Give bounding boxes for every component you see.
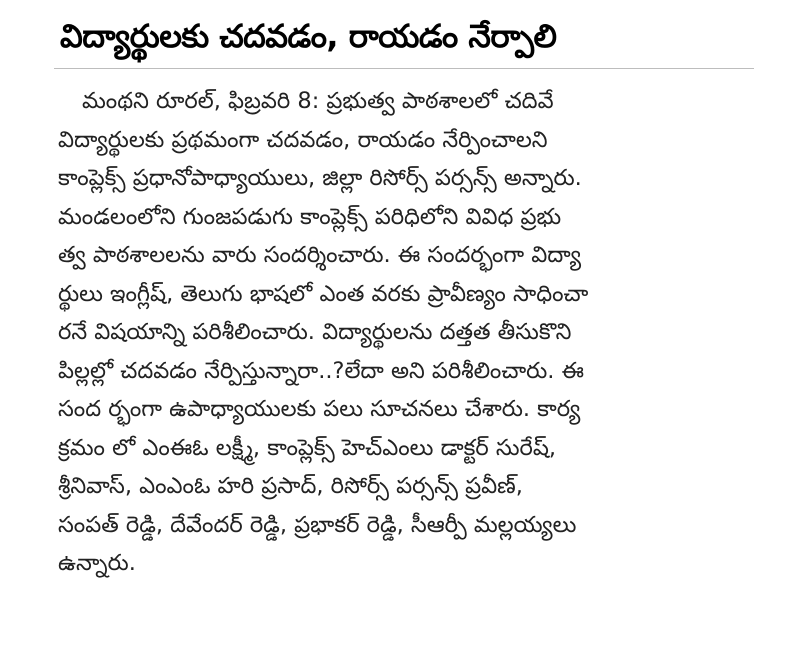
article-line: శ్రీనివాస్‌, ఎంఎంఓ హరి ప్రసాద్‌, రిసోర్స్‌ పర్సన్స్‌ ప్రవీణ్‌, [58,473,523,499]
article-line: మంథని రూరల్‌, ఫిబ్రవరి 8: ప్రభుత్వ పాఠశాలలో చదివే [82,88,554,114]
article-line: సంపత్‌ రెడ్డి, దేవేందర్‌ రెడ్డి, ప్రభాకర్‌ రెడ్డి, సీఆర్పీ మల్లయ్యలు [58,511,577,538]
article-line: రనే విషయాన్ని పరిశీలించారు. విద్యార్థులను దత్తత తీసుకొని [58,319,572,345]
article-line: ర్థులు ఇంగ్లీష్‌, తెలుగు భాషలో ఎంత వరకు ప్రావీణ్యం సాధించా [58,280,589,307]
article-body [58,82,758,583]
article-line: పిల్లల్లో చదవడం నేర్పిస్తున్నారా..?లేదా అని పరిశీలించారు. ఈ [58,357,584,384]
article-headline: విద్యార్థులకు చదవడం, రాయడం నేర్పాలి [60,17,557,55]
article-line: విద్యార్థులకు ప్రథమంగా చదవడం, రాయడం నేర్పించాలని [58,126,548,153]
article-line: క్రమం లో ఎంఈఓ లక్ష్మీ, కాంప్లెక్స్‌ హెచ్‌ఎంలు డాక్టర్‌ సురేష్‌, [58,434,557,461]
headline-divider [54,68,754,69]
article-line: ఉన్నారు. [58,550,136,576]
article-line: త్వ పాఠశాలలను వారు సందర్శించారు. ఈ సందర్భంగా విద్యా [58,242,581,268]
article-line: మండలంలోని గుంజపడుగు కాంప్లెక్స్‌ పరిధిలోని వివిధ ప్రభు [58,203,562,230]
article-line: సంద ర్భంగా ఉపాధ్యాయులకు పలు సూచనలు చేశారు. కార్య [58,396,581,422]
article-line: కాంప్లెక్స్‌ ప్రధానోపాధ్యాయులు, జిల్లా రిసోర్స్‌ పర్సన్స్‌ అన్నారు. [58,165,582,191]
